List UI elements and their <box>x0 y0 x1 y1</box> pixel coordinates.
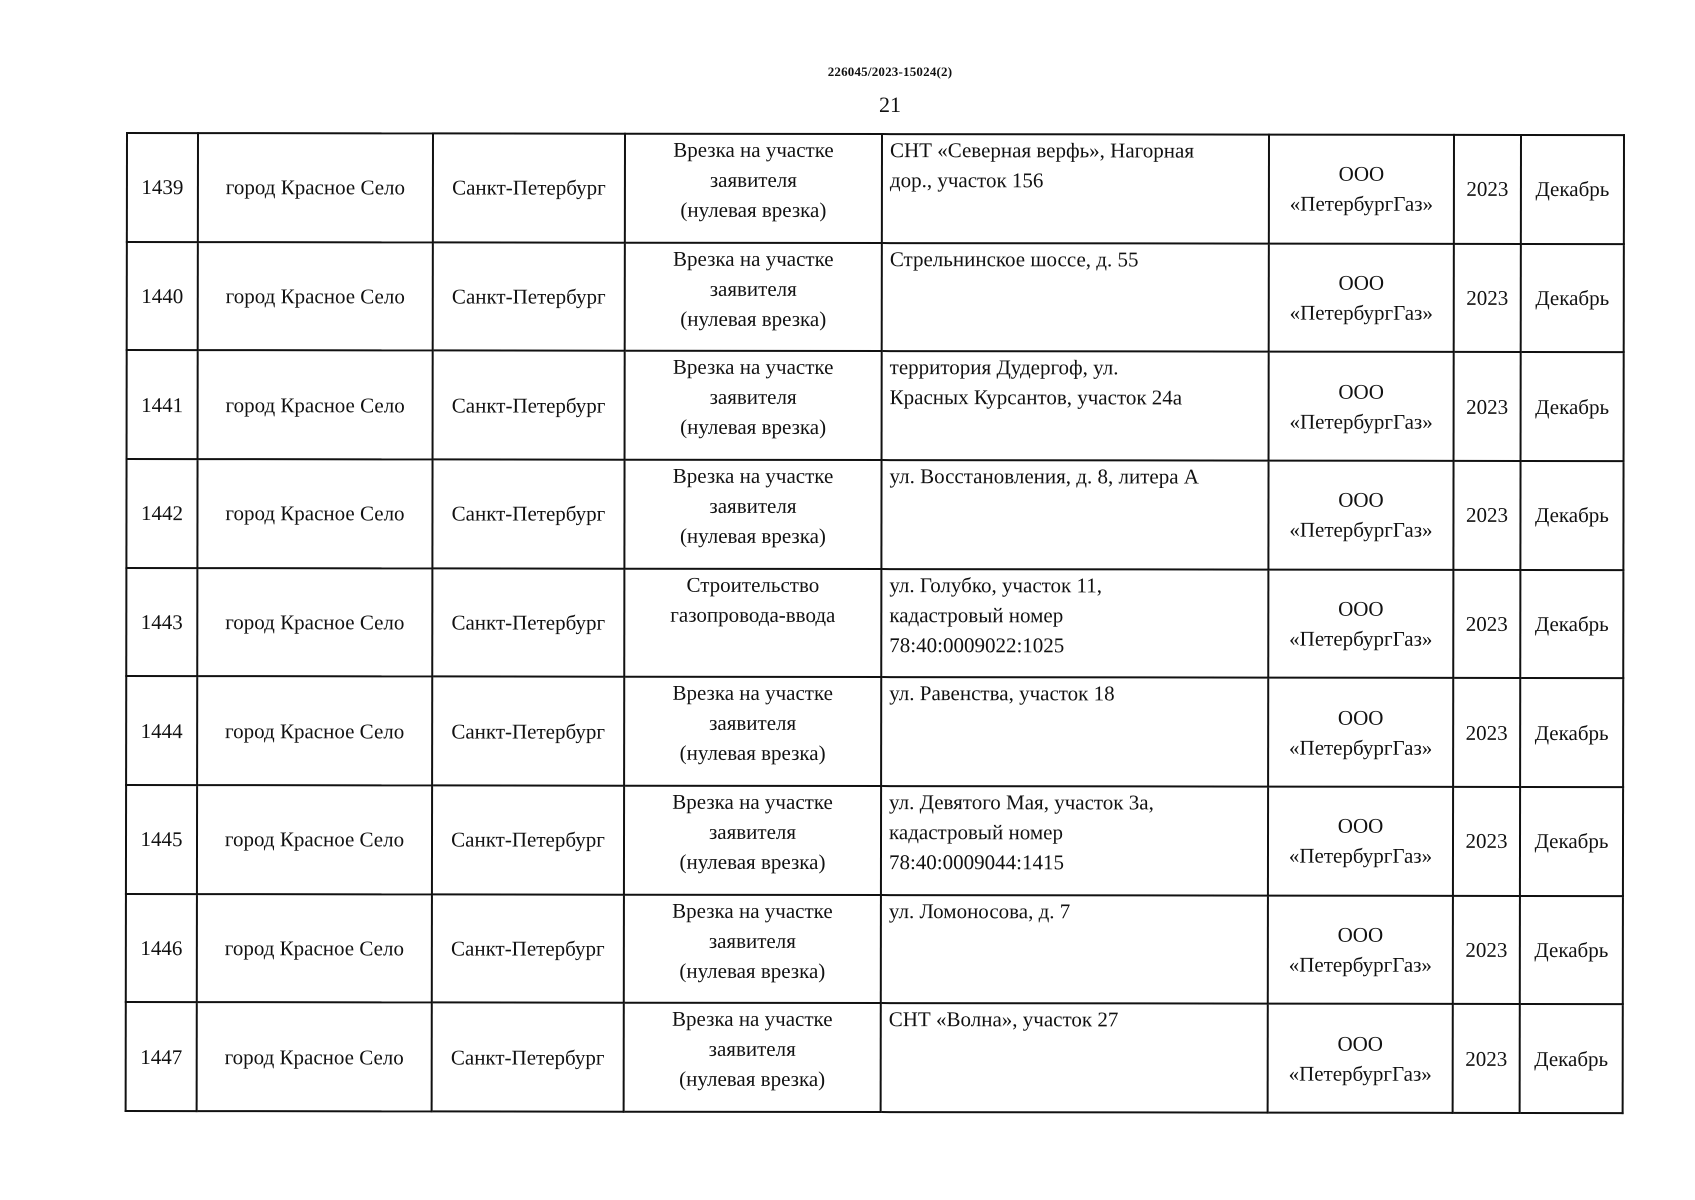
work-type-cell-line: (нулевая врезка) <box>680 306 827 331</box>
work-type-cell-line: (нулевая врезка) <box>679 1067 826 1092</box>
organization-cell <box>1268 678 1453 787</box>
organization-cell-line: ООО <box>1338 487 1384 513</box>
table-row <box>126 568 1623 679</box>
work-type-cell <box>624 568 881 677</box>
organization-cell-line: «ПетербургГаз» <box>1289 191 1434 217</box>
address-cell-line: СНТ «Волна», участок 27 <box>888 1007 1119 1032</box>
work-type-cell <box>624 894 881 1003</box>
address-cell <box>881 677 1268 786</box>
month-cell: Декабрь <box>1520 570 1623 679</box>
city-cell: Санкт-Петербург <box>432 1003 624 1112</box>
row-number: 1440 <box>127 242 198 351</box>
row-number: 1445 <box>126 785 197 894</box>
address-cell <box>881 1003 1268 1112</box>
city-cell: Санкт-Петербург <box>432 677 624 786</box>
address-cell <box>882 243 1269 352</box>
address-cell-line: кадастровый номер <box>889 820 1063 845</box>
address-cell <box>881 895 1268 1004</box>
work-type-cell-line: Врезка на участке <box>672 355 834 380</box>
city-cell: Санкт-Петербург <box>433 242 625 351</box>
organization-cell-line: «ПетербургГаз» <box>1289 735 1433 760</box>
year-cell: 2023 <box>1453 569 1520 678</box>
work-type-cell-line: Врезка на участке <box>672 789 833 814</box>
work-type-cell-line: (нулевая врезка) <box>679 958 826 983</box>
organization-cell-line: «ПетербургГаз» <box>1289 626 1433 651</box>
address-cell-line: ул. Ломоносова, д. 7 <box>888 898 1071 923</box>
work-type-cell-line: Врезка на участке <box>672 681 833 706</box>
month-cell: Декабрь <box>1520 461 1623 570</box>
municipality-cell: город Красное Село <box>197 1002 432 1111</box>
work-type-cell-line: заявителя <box>708 819 797 844</box>
work-type-cell <box>624 460 881 569</box>
municipality-cell: город Красное Село <box>197 785 432 894</box>
work-type-cell-line: Врезка на участке <box>671 1007 833 1032</box>
month-cell: Декабрь <box>1520 896 1623 1005</box>
row-number: 1446 <box>126 894 197 1003</box>
city-cell: Санкт-Петербург <box>432 894 624 1003</box>
address-cell <box>882 351 1269 460</box>
row-number: 1444 <box>126 676 197 785</box>
row-number: 1443 <box>126 568 197 677</box>
organization-cell-line: «ПетербургГаз» <box>1289 409 1433 434</box>
month-cell: Декабрь <box>1520 1004 1623 1113</box>
municipality-cell: город Красное Село <box>198 242 433 351</box>
address-cell-line: 78:40:0009044:1415 <box>888 850 1065 875</box>
work-type-cell-line: (нулевая врезка) <box>679 523 826 548</box>
work-type-cell-line: (нулевая врезка) <box>679 849 826 874</box>
municipality-cell: город Красное Село <box>198 350 433 459</box>
address-cell-line: СНТ «Северная верфь», Нагорная <box>889 138 1195 163</box>
organization-cell-line: ООО <box>1337 922 1384 947</box>
work-type-cell-line: Врезка на участке <box>672 463 834 488</box>
work-type-cell <box>625 134 882 243</box>
organization-cell-line: ООО <box>1338 379 1384 404</box>
page-number: 21 <box>879 92 901 117</box>
table-row <box>126 459 1623 570</box>
municipality-cell: город Красное Село <box>197 894 432 1003</box>
organization-cell-line: «ПетербургГаз» <box>1289 517 1433 543</box>
city-cell: Санкт-Петербург <box>432 568 624 677</box>
organization-cell-line: «ПетербургГаз» <box>1289 300 1433 325</box>
work-type-cell <box>625 351 882 460</box>
address-cell-line: дор., участок 156 <box>889 168 1044 193</box>
table-row <box>126 676 1623 787</box>
month-cell: Декабрь <box>1521 135 1624 244</box>
address-cell-line: ул. Голубко, участок 11, <box>889 572 1103 597</box>
row-number: 1447 <box>126 1002 197 1111</box>
year-cell: 2023 <box>1453 895 1520 1004</box>
organization-cell-line: ООО <box>1338 596 1384 621</box>
municipality-cell: город Красное Село <box>197 568 432 677</box>
address-cell <box>882 134 1269 243</box>
year-cell: 2023 <box>1453 461 1520 570</box>
year-cell: 2023 <box>1454 352 1521 461</box>
month-cell: Декабрь <box>1521 352 1624 461</box>
address-cell <box>881 786 1268 895</box>
work-type-cell-line: заявителя <box>709 276 797 301</box>
organization-cell <box>1268 569 1453 678</box>
address-cell <box>881 460 1268 569</box>
work-type-cell-line: Врезка на участке <box>673 137 834 162</box>
organization-cell <box>1268 787 1453 896</box>
table-body <box>126 133 1624 1113</box>
work-type-cell-line: газопровода-ввода <box>670 602 836 627</box>
city-cell: Санкт-Петербург <box>432 785 624 894</box>
work-type-cell-line: заявителя <box>709 493 797 518</box>
table-row <box>126 785 1623 896</box>
organization-cell <box>1268 461 1453 570</box>
address-cell-line: 78:40:0009022:1025 <box>889 632 1065 657</box>
table-row <box>127 350 1624 461</box>
organization-cell-line: «ПетербургГаз» <box>1288 843 1433 869</box>
work-type-cell-line: Строительство <box>686 572 820 597</box>
address-cell-line: ул. Восстановления, д. 8, литера А <box>889 464 1199 489</box>
work-type-cell-line: заявителя <box>709 167 797 192</box>
table-row <box>127 133 1624 244</box>
city-cell: Санкт-Петербург <box>433 133 625 242</box>
organization-cell-line: «ПетербургГаз» <box>1288 1061 1432 1086</box>
work-type-cell <box>624 1003 881 1112</box>
year-cell: 2023 <box>1453 678 1520 787</box>
address-cell <box>881 569 1268 678</box>
work-type-cell-line: заявителя <box>709 385 797 410</box>
work-type-cell-line: Врезка на участке <box>672 898 833 923</box>
organization-cell <box>1269 243 1454 352</box>
table-row <box>126 894 1623 1005</box>
address-cell-line: Стрельнинское шоссе, д. 55 <box>889 246 1139 272</box>
work-type-cell-line: заявителя <box>708 1037 796 1062</box>
table-row <box>127 242 1624 353</box>
municipality-cell: город Красное Село <box>197 459 432 568</box>
city-cell: Санкт-Петербург <box>432 459 624 568</box>
month-cell: Декабрь <box>1520 678 1623 787</box>
row-number: 1442 <box>126 459 197 568</box>
address-cell-line: ул. Девятого Мая, участок 3а, <box>889 790 1154 815</box>
address-cell-line: ул. Равенства, участок 18 <box>889 681 1115 706</box>
organization-cell <box>1269 352 1454 461</box>
organization-cell <box>1268 895 1453 1004</box>
organization-cell-line: ООО <box>1337 813 1384 839</box>
organization-cell <box>1269 135 1454 244</box>
organization-cell-line: ООО <box>1338 162 1385 187</box>
address-cell-line: территория Дудергоф, ул. <box>889 355 1119 380</box>
organization-cell-line: «ПетербургГаз» <box>1288 952 1432 977</box>
work-type-cell <box>625 242 882 351</box>
year-cell: 2023 <box>1454 135 1521 244</box>
municipality-cell: город Красное Село <box>198 133 433 242</box>
registry-table <box>125 132 1625 1114</box>
year-cell: 2023 <box>1453 787 1520 896</box>
organization-cell-line: ООО <box>1338 270 1385 295</box>
work-type-cell-line: заявителя <box>708 928 796 953</box>
address-cell-line: кадастровый номер <box>889 602 1064 627</box>
organization-cell-line: ООО <box>1337 1031 1383 1056</box>
work-type-cell-line: (нулевая врезка) <box>680 415 827 440</box>
year-cell: 2023 <box>1453 1004 1520 1113</box>
year-cell: 2023 <box>1454 244 1521 353</box>
organization-cell-line: ООО <box>1337 705 1384 730</box>
row-number: 1439 <box>127 133 198 242</box>
month-cell: Декабрь <box>1520 787 1623 896</box>
work-type-cell-line: (нулевая врезка) <box>680 197 827 222</box>
address-cell-line: Красных Курсантов, участок 24а <box>889 385 1183 410</box>
work-type-cell <box>624 786 881 895</box>
document-id: 226045/2023-15024(2) <box>827 64 953 79</box>
row-number: 1441 <box>127 350 198 459</box>
table-row <box>126 1002 1623 1113</box>
city-cell: Санкт-Петербург <box>433 351 625 460</box>
work-type-cell <box>624 677 881 786</box>
work-type-cell-line: (нулевая врезка) <box>679 741 826 766</box>
work-type-cell-line: Врезка на участке <box>673 246 834 271</box>
organization-cell <box>1268 1004 1453 1113</box>
municipality-cell: город Красное Село <box>197 676 432 785</box>
work-type-cell-line: заявителя <box>709 711 797 736</box>
month-cell: Декабрь <box>1521 244 1624 353</box>
